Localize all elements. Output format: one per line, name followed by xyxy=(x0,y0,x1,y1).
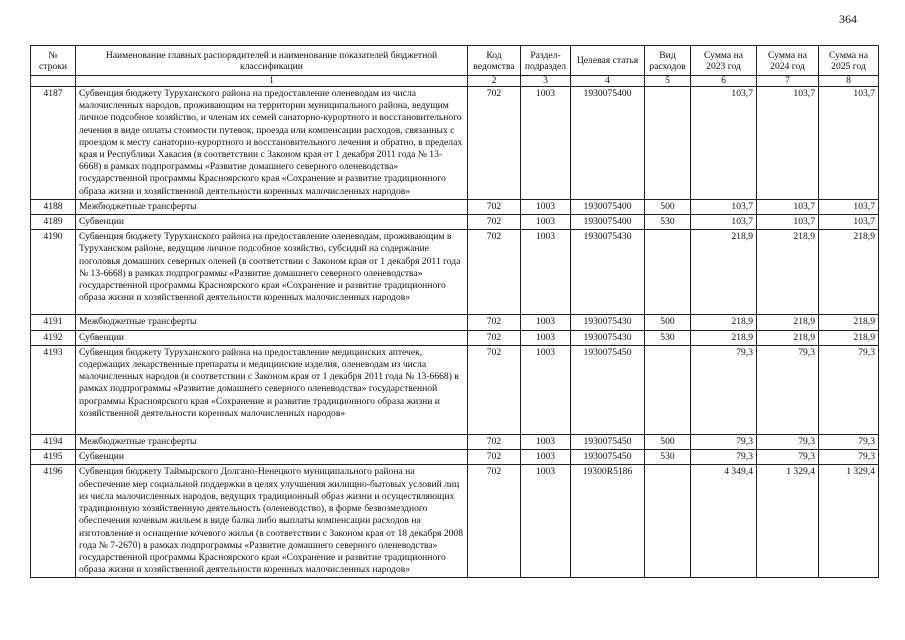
sum-2023-cell: 79,3 xyxy=(691,435,757,450)
row-number-cell: 4187 xyxy=(31,87,76,200)
sum-2023-cell: 218,9 xyxy=(691,230,757,315)
sum-2025-cell: 79,3 xyxy=(819,435,879,450)
section-cell: 1003 xyxy=(521,87,571,200)
row-name-cell: Межбюджетные трансферты xyxy=(76,199,468,214)
table-row xyxy=(31,435,879,450)
sum-2025-cell: 218,9 xyxy=(819,315,879,330)
target-cell: 1930075430 xyxy=(571,315,645,330)
header-row xyxy=(31,46,879,76)
col-exp-type: Вид расходов xyxy=(645,46,691,76)
row-name-cell: Субвенции xyxy=(76,450,468,465)
sum-2023-cell: 79,3 xyxy=(691,450,757,465)
section-cell: 1003 xyxy=(521,450,571,465)
sum-2025-cell: 103,7 xyxy=(819,199,879,214)
sum-2023-cell: 103,7 xyxy=(691,199,757,214)
index-cell: 1 xyxy=(76,76,468,87)
sum-2024-cell: 103,7 xyxy=(757,87,819,200)
row-name-cell: Субвенция бюджету Туруханского района на предоставление оленеводам из числа малочисленных народов, проживающим на территории муниципального района, ведущим личное подсобное хозяйство, и членам их семей санаторно-курортного и восстановительного лечения в виде оплаты стоимости путевок, проезда или компенсации расходов, связанных с проездом к месту санаторно-курортного и восстановительного лечения и обратно, в пределах края и Республики Хакасия (в соответствии с Законом края от 1 декабря 2011 года № 13-6668) в рамках подпрограммы «Развитие домашнего северного оленеводства» государственной программы Красноярского края «Сохранение и развитие традиционного образа жизни и хозяйственной деятельности коренных малочисленных народов» xyxy=(76,87,468,200)
sum-2023-cell: 4 349,4 xyxy=(691,465,757,578)
row-name-cell: Межбюджетные трансферты xyxy=(76,315,468,330)
col-dept-code: Код ведомства xyxy=(468,46,521,76)
sum-2024-cell: 218,9 xyxy=(757,230,819,315)
dept-code-cell: 702 xyxy=(468,465,521,578)
table-row xyxy=(31,87,879,200)
row-name-cell: Субвенция бюджету Туруханского района на предоставление оленеводам, проживающим в Туруханском районе, ведущим личное подсобное хозяйство, субсидий на содержание поголовья домашних северных оленей (в соответствии с Законом края от 1 декабря 2011 года № 13-6668) в рамках подпрограммы «Развитие домашнего северного оленеводства» государственной программы Красноярского края «Сохранение и развитие традиционного образа жизни и хозяйственной деятельности коренных малочисленных народов» xyxy=(76,230,468,315)
target-cell: 1930075430 xyxy=(571,330,645,345)
budget-table xyxy=(30,45,879,578)
sum-2023-cell: 103,7 xyxy=(691,87,757,200)
col-target: Целевая статья xyxy=(571,46,645,76)
index-cell xyxy=(31,76,76,87)
dept-code-cell: 702 xyxy=(468,345,521,434)
index-cell: 4 xyxy=(571,76,645,87)
row-name-cell: Субвенция бюджету Таймырского Долгано-Ненецкого муниципального района на обеспечение мер социальной поддержки в целях улучшения жилищно-бытовых условий лиц из числа малочисленных народов, ведущих традиционный образ жизни и осуществляющих традиционную хозяйственную деятельность (оленеводство), в форме безвозмездного обеспечения кочевым жильем в виде балка либо выплаты компенсации расходов на изготовление и оснащение кочевого жилья (в соответствии с Законом края от 18 декабря 2008 года № 7-2670) в рамках подпрограммы «Развитие домашнего северного оленеводства» государственной программы Красноярского края «Сохранение и развитие традиционного образа жизни и хозяйственной деятельности коренных малочисленных народов» xyxy=(76,465,468,578)
page-number: 364 xyxy=(839,12,857,26)
index-cell: 8 xyxy=(819,76,879,87)
col-sum-2025: Сумма на 2025 год xyxy=(819,46,879,76)
sum-2023-cell: 79,3 xyxy=(691,345,757,434)
table-row xyxy=(31,215,879,230)
exp-type-cell: 530 xyxy=(645,215,691,230)
target-cell: 1930075450 xyxy=(571,435,645,450)
sum-2023-cell: 218,9 xyxy=(691,330,757,345)
dept-code-cell: 702 xyxy=(468,230,521,315)
col-row-no: № строки xyxy=(31,46,76,76)
dept-code-cell: 702 xyxy=(468,87,521,200)
sum-2024-cell: 79,3 xyxy=(757,435,819,450)
section-cell: 1003 xyxy=(521,330,571,345)
table-row xyxy=(31,345,879,434)
target-cell: 1930075450 xyxy=(571,345,645,434)
row-number-cell: 4189 xyxy=(31,215,76,230)
sum-2024-cell: 79,3 xyxy=(757,345,819,434)
target-cell: 1930075400 xyxy=(571,215,645,230)
section-cell: 1003 xyxy=(521,435,571,450)
section-cell: 1003 xyxy=(521,199,571,214)
table-row xyxy=(31,199,879,214)
dept-code-cell: 702 xyxy=(468,215,521,230)
table-row xyxy=(31,450,879,465)
sum-2024-cell: 103,7 xyxy=(757,215,819,230)
exp-type-cell: 530 xyxy=(645,450,691,465)
sum-2024-cell: 218,9 xyxy=(757,330,819,345)
dept-code-cell: 702 xyxy=(468,315,521,330)
exp-type-cell: 500 xyxy=(645,199,691,214)
exp-type-cell: 500 xyxy=(645,435,691,450)
section-cell: 1003 xyxy=(521,465,571,578)
table-row xyxy=(31,315,879,330)
target-cell: 1930075430 xyxy=(571,230,645,315)
col-section: Раздел-подраздел xyxy=(521,46,571,76)
exp-type-cell: 530 xyxy=(645,330,691,345)
exp-type-cell xyxy=(645,345,691,434)
sum-2025-cell: 79,3 xyxy=(819,450,879,465)
row-number-cell: 4191 xyxy=(31,315,76,330)
dept-code-cell: 702 xyxy=(468,199,521,214)
exp-type-cell xyxy=(645,465,691,578)
row-number-cell: 4193 xyxy=(31,345,76,434)
exp-type-cell xyxy=(645,230,691,315)
sum-2025-cell: 103,7 xyxy=(819,87,879,200)
sum-2024-cell: 103,7 xyxy=(757,199,819,214)
sum-2024-cell: 79,3 xyxy=(757,450,819,465)
sum-2025-cell: 218,9 xyxy=(819,330,879,345)
index-cell: 2 xyxy=(468,76,521,87)
row-number-cell: 4190 xyxy=(31,230,76,315)
col-sum-2024: Сумма на 2024 год xyxy=(757,46,819,76)
section-cell: 1003 xyxy=(521,345,571,434)
exp-type-cell xyxy=(645,87,691,200)
section-cell: 1003 xyxy=(521,215,571,230)
index-cell: 6 xyxy=(691,76,757,87)
exp-type-cell: 500 xyxy=(645,315,691,330)
dept-code-cell: 702 xyxy=(468,330,521,345)
table-row xyxy=(31,465,879,578)
row-name-cell: Межбюджетные трансферты xyxy=(76,435,468,450)
sum-2024-cell: 1 329,4 xyxy=(757,465,819,578)
sum-2024-cell: 218,9 xyxy=(757,315,819,330)
col-name: Наименование главных распорядителей и наименование показателей бюджетной классификации xyxy=(76,46,468,76)
index-cell: 5 xyxy=(645,76,691,87)
row-number-cell: 4194 xyxy=(31,435,76,450)
row-number-cell: 4196 xyxy=(31,465,76,578)
row-name-cell: Субвенции xyxy=(76,330,468,345)
row-number-cell: 4188 xyxy=(31,199,76,214)
sum-2025-cell: 103,7 xyxy=(819,215,879,230)
target-cell: 1930075400 xyxy=(571,199,645,214)
target-cell: 1930075400 xyxy=(571,87,645,200)
sum-2023-cell: 218,9 xyxy=(691,315,757,330)
sum-2025-cell: 79,3 xyxy=(819,345,879,434)
row-number-cell: 4192 xyxy=(31,330,76,345)
row-name-cell: Субвенции xyxy=(76,215,468,230)
table-row xyxy=(31,230,879,315)
sum-2025-cell: 218,9 xyxy=(819,230,879,315)
dept-code-cell: 702 xyxy=(468,450,521,465)
index-row xyxy=(31,76,879,87)
index-cell: 7 xyxy=(757,76,819,87)
index-cell: 3 xyxy=(521,76,571,87)
dept-code-cell: 702 xyxy=(468,435,521,450)
sum-2025-cell: 1 329,4 xyxy=(819,465,879,578)
col-sum-2023: Сумма на 2023 год xyxy=(691,46,757,76)
row-name-cell: Субвенция бюджету Туруханского района на предоставление медицинских аптечек, содержащих лекарственные препараты и медицинские изделия, оленеводам из числа малочисленных народов (в соответствии с Законом края от 1 декабря 2011 года № 13-6668) в рамках подпрограммы «Развитие домашнего северного оленеводства» государственной программы Красноярского края «Сохранение и развитие традиционного образа жизни и хозяйственной деятельности коренных малочисленных народов» xyxy=(76,345,468,434)
target-cell: 19300R5186 xyxy=(571,465,645,578)
sum-2023-cell: 103,7 xyxy=(691,215,757,230)
section-cell: 1003 xyxy=(521,230,571,315)
target-cell: 1930075450 xyxy=(571,450,645,465)
row-number-cell: 4195 xyxy=(31,450,76,465)
table-row xyxy=(31,330,879,345)
section-cell: 1003 xyxy=(521,315,571,330)
